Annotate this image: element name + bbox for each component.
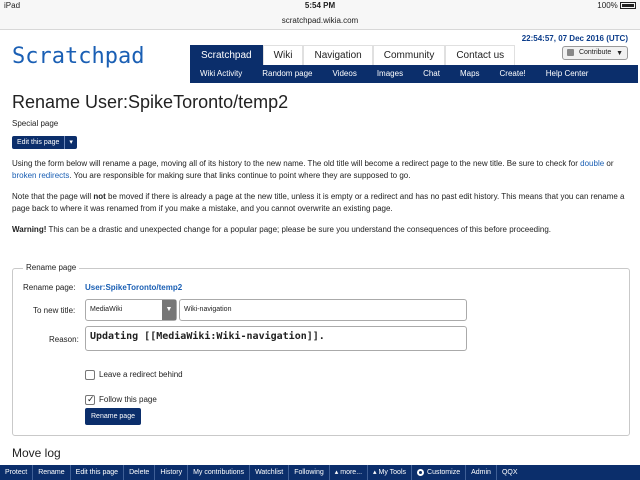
tab-wiki[interactable]: Wiki xyxy=(263,45,304,65)
toolbar-customize[interactable] xyxy=(412,465,466,480)
new-title-label: To new title: xyxy=(33,306,76,315)
device-status-bar xyxy=(0,0,640,12)
note-emphasis: not xyxy=(93,192,106,201)
contribute-label: Contribute xyxy=(578,49,612,56)
note-paragraph xyxy=(12,191,630,215)
leave-redirect-label[interactable]: Leave a redirect behind xyxy=(99,370,183,379)
follow-page-label[interactable]: Follow this page xyxy=(99,395,157,404)
rename-page-button[interactable]: Rename page xyxy=(85,408,141,425)
subnav-create[interactable]: Create! xyxy=(499,69,526,78)
tab-scratchpad[interactable]: Scratchpad xyxy=(190,45,263,65)
page-title: Rename User:SpikeToronto/temp2 xyxy=(12,92,289,112)
namespace-value: MediaWiki xyxy=(90,306,123,313)
admin-toolbar xyxy=(0,465,640,480)
toolbar-watchlist[interactable]: Watchlist xyxy=(250,465,289,480)
subnav-maps[interactable]: Maps xyxy=(459,69,480,78)
top-nav xyxy=(190,45,515,65)
chevron-down-icon[interactable]: ▾ xyxy=(64,136,77,149)
contribute-button[interactable] xyxy=(562,46,628,60)
edit-page-button[interactable] xyxy=(12,136,77,149)
wiki-logo[interactable]: Scratchpad xyxy=(12,44,145,69)
wiki-header xyxy=(0,30,640,88)
battery-percent: 100% xyxy=(597,1,618,10)
warning-text: This can be a drastic and unexpected change for a popular page; please be sure you understand the consequences of this before proceeding. xyxy=(46,225,552,234)
main-content xyxy=(12,92,632,236)
toolbar-my-tools[interactable] xyxy=(368,465,412,480)
reason-textarea[interactable]: Updating [[MediaWiki:Wiki-navigation]]. xyxy=(85,326,467,351)
intro-text: . You are responsible for making sure that links continue to point where they are supposed to go. xyxy=(69,171,411,180)
device-name: iPad xyxy=(4,1,21,10)
leave-redirect-checkbox[interactable] xyxy=(85,370,95,380)
more-label: more... xyxy=(340,469,363,476)
chevron-up-icon: ▴ xyxy=(334,469,341,476)
sub-nav xyxy=(190,65,638,83)
toolbar-my-contributions[interactable]: My contributions xyxy=(188,465,250,480)
namespace-select[interactable] xyxy=(85,299,177,321)
chevron-down-icon: ▼ xyxy=(162,300,176,320)
double-redirects-link[interactable]: double xyxy=(580,159,605,168)
toolbar-more[interactable] xyxy=(330,465,368,480)
gear-icon xyxy=(417,469,424,476)
reason-label: Reason: xyxy=(49,335,79,344)
tab-community[interactable]: Community xyxy=(373,45,446,65)
intro-text: Using the form below will rename a page, moving all of its history to the new name. The old title will become a redirect page to the new title. Be sure to check for xyxy=(12,159,581,168)
battery-indicator xyxy=(597,1,636,10)
form-legend: Rename page xyxy=(23,263,79,272)
toolbar-rename[interactable]: Rename xyxy=(33,465,70,480)
subnav-images[interactable]: Images xyxy=(376,69,404,78)
customize-label: Customize xyxy=(427,469,461,476)
follow-page-checkbox[interactable] xyxy=(85,395,95,405)
subnav-wiki-activity[interactable]: Wiki Activity xyxy=(200,69,243,78)
move-log-heading: Move log xyxy=(12,446,61,460)
rename-form xyxy=(12,263,630,436)
toolbar-edit-page[interactable]: Edit this page xyxy=(71,465,124,480)
utc-timestamp[interactable]: 22:54:57, 07 Dec 2016 (UTC) xyxy=(521,34,628,43)
my-tools-label: My Tools xyxy=(378,469,407,476)
tab-contact-us[interactable]: Contact us xyxy=(445,45,515,65)
tab-navigation[interactable]: Navigation xyxy=(303,45,372,65)
toolbar-qqx[interactable]: QQX xyxy=(501,469,518,476)
subnav-chat[interactable]: Chat xyxy=(423,69,440,78)
warning-paragraph xyxy=(12,224,630,236)
subnav-help-center[interactable]: Help Center xyxy=(545,69,589,78)
warning-label: Warning! xyxy=(12,225,47,234)
rename-target-link[interactable]: User:SpikeToronto/temp2 xyxy=(85,283,183,292)
page-subtitle: Special page xyxy=(12,119,59,128)
note-text: Note that the page will xyxy=(12,192,94,201)
new-title-input[interactable]: Wiki-navigation xyxy=(179,299,467,321)
chevron-down-icon: ▼ xyxy=(616,50,623,57)
toolbar-delete[interactable]: Delete xyxy=(124,465,155,480)
toolbar-protect[interactable]: Protect xyxy=(0,465,33,480)
toolbar-admin[interactable]: Admin xyxy=(466,465,497,480)
battery-icon xyxy=(620,2,636,9)
subnav-random-page[interactable]: Random page xyxy=(262,69,313,78)
intro-text: or xyxy=(604,159,614,168)
toolbar-history[interactable]: History xyxy=(155,465,188,480)
rename-page-label: Rename page: xyxy=(23,283,76,292)
clock: 5:54 PM xyxy=(304,1,336,10)
note-text: be moved if there is already a page at the new title, unless it is empty or a redirect and has no past edit history. This means that you can rename a page back to where it was renamed from if you make a mistake, and you cannot overwrite an existing page. xyxy=(12,192,625,213)
pencil-icon xyxy=(567,49,574,56)
url-bar[interactable]: scratchpad.wikia.com xyxy=(0,12,640,30)
intro-paragraph xyxy=(12,158,630,182)
toolbar-following[interactable]: Following xyxy=(289,465,330,480)
broken-redirects-link[interactable]: broken redirects xyxy=(12,171,70,180)
subnav-videos[interactable]: Videos xyxy=(332,69,357,78)
edit-page-label: Edit this page xyxy=(17,139,60,146)
chevron-up-icon: ▴ xyxy=(373,469,379,476)
